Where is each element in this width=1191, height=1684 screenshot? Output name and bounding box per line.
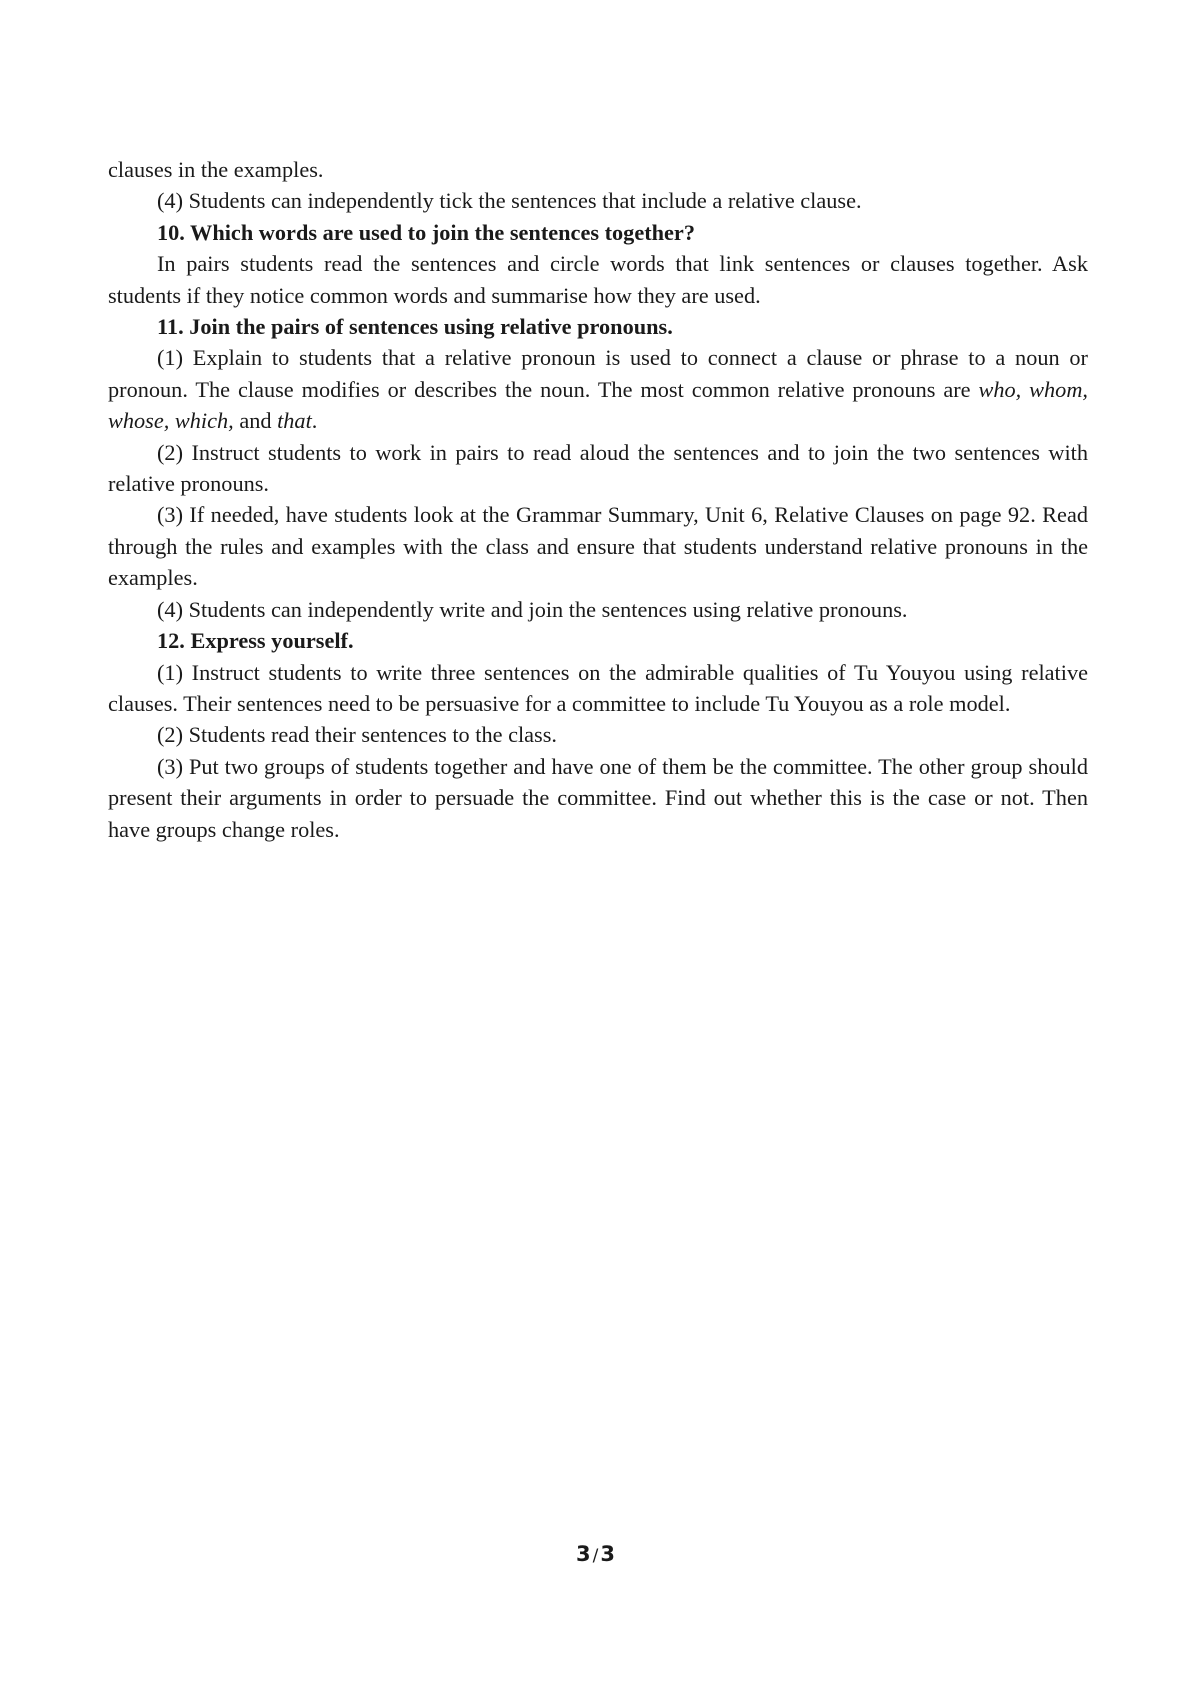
paragraph-step-1-instruct: (1) Instruct students to write three sentences on the admirable qualities of Tu Youyou using relative clauses. Their sentences need to be persuasive for a committee to include Tu Youyou as a role model.: [108, 659, 1088, 716]
heading-activity-11: 11. Join the pairs of sentences using relative pronouns.: [157, 314, 673, 340]
paragraph-continuation: clauses in the examples.: [108, 157, 324, 182]
paragraph-step-2-pairs: (2) Instruct students to work in pairs to read aloud the sentences and to join the two sentences with relative pronouns.: [108, 439, 1088, 497]
that-word: that: [277, 408, 312, 434]
paragraph-step-1-explain: [108, 342, 1088, 436]
paragraph-step-3-grammar: (3) If needed, have students look at the Grammar Summary, Unit 6, Relative Clauses on page 92. Read through the rules and examples with the class and ensure that students understand relative pronouns in the examples.: [108, 502, 1088, 591]
paragraph-step-2-read: (2) Students read their sentences to the class.: [157, 722, 557, 748]
paragraph-step-4-tick: (4) Students can independently tick the sentences that include a relative clause.: [157, 188, 862, 214]
page-number: [0, 1542, 1191, 1566]
heading-activity-10: 10. Which words are used to join the sentences together?: [157, 219, 695, 245]
page-separator: /: [592, 1546, 599, 1566]
paragraph-step-4-write: (4) Students can independently write and join the sentences using relative pronouns.: [157, 596, 908, 622]
heading-activity-12: 12. Express yourself.: [157, 628, 354, 654]
document-body: [108, 154, 1088, 845]
and-word: and: [239, 408, 272, 434]
total-pages: 3: [600, 1542, 615, 1566]
explain-text: (1) Explain to students that a relative pronoun is used to connect a clause or phrase to a noun or pronoun. The clause modifies or describes the noun. The most common relative pronouns are: [108, 345, 1088, 402]
pronoun-list: who, whom, whose, which,: [108, 376, 1088, 434]
paragraph-activity-10: In pairs students read the sentences and circle words that link sentences or clauses together. Ask students if they notice common words and summarise how they are used.: [108, 251, 1088, 308]
current-page: 3: [576, 1542, 591, 1566]
sentence-end: .: [311, 408, 318, 434]
paragraph-step-3-groups: (3) Put two groups of students together and have one of them be the committee. The other group should present their arguments in order to persuade the committee. Find out whether this is the case or not. Then have groups change roles.: [108, 753, 1088, 842]
